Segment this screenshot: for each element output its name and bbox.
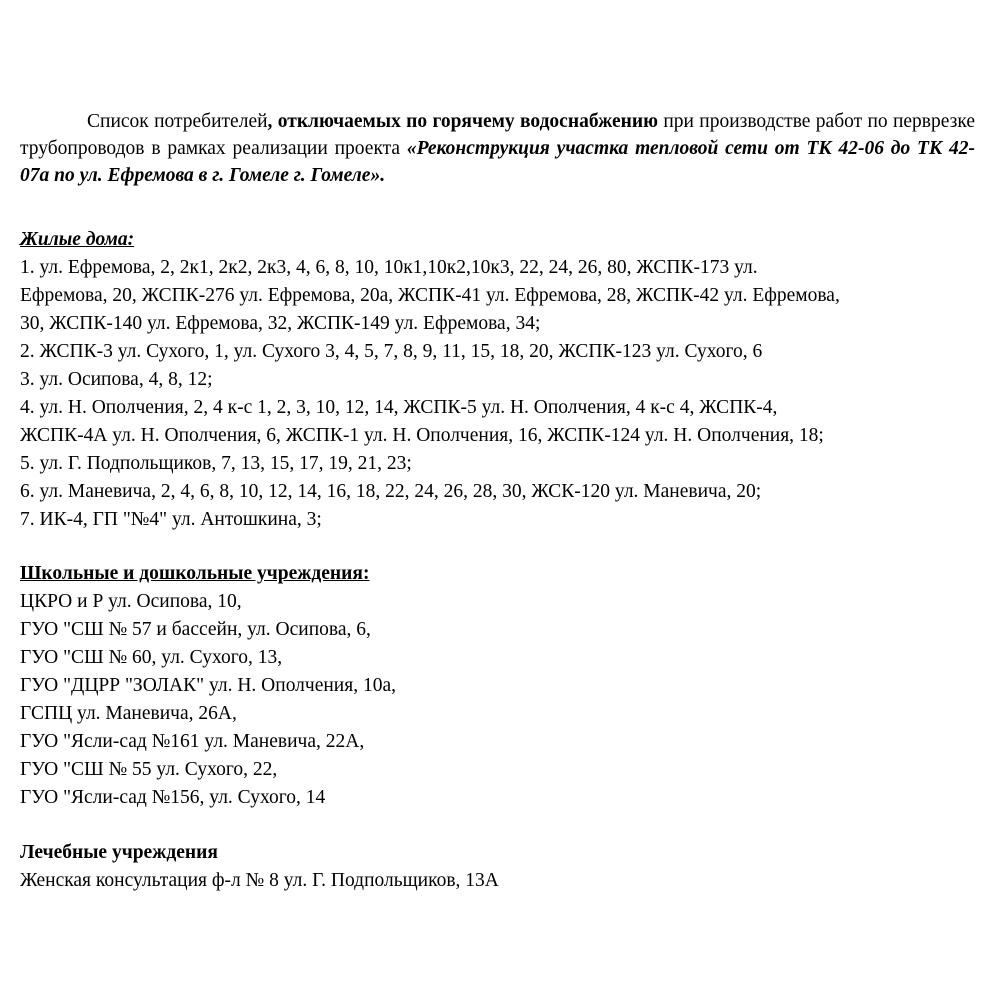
intro-paragraph [20, 108, 975, 189]
school-line: ГУО "СШ № 55 ул. Сухого, 22, [20, 759, 278, 780]
residential-line: Ефремова, 20, ЖСПК-276 ул. Ефремова, 20а, ЖСПК-41 ул. Ефремова, 28, ЖСПК-42 ул. Ефремова, [20, 285, 840, 306]
residential-line: 6. ул. Маневича, 2, 4, 6, 8, 10, 12, 14, 16, 18, 22, 24, 26, 28, 30, ЖСК-120 ул. Маневича, 20; [20, 481, 762, 502]
medical-list [20, 867, 980, 895]
project-title: «Реконструкция участка тепловой сети от ТК 42-06 до ТК 42-07а по ул. Ефремова в г. Гомеле г. Гомеле». [20, 138, 975, 186]
schools-list [20, 588, 980, 812]
intro-text-middle: при производстве работ по перврезке трубопроводов в рамках реализации проекта [20, 111, 976, 159]
school-line: ГУО "Ясли-сад №161 ул. Маневича, 22А, [20, 731, 365, 752]
schools-heading: Школьные и дошкольные учреждения: [20, 563, 370, 584]
school-line: ГУО "ДЦРР "ЗОЛАК" ул. Н. Ополчения, 10а, [20, 675, 396, 696]
residential-line: 5. ул. Г. Подпольщиков, 7, 13, 15, 17, 19, 21, 23; [20, 453, 412, 474]
schools-section [20, 560, 980, 812]
medical-section [20, 839, 980, 895]
school-line: ЦКРО и Р ул. Осипова, 10, [20, 591, 242, 612]
residential-heading: Жилые дома: [20, 229, 135, 250]
residential-line: ЖСПК-4А ул. Н. Ополчения, 6, ЖСПК-1 ул. Н. Ополчения, 16, ЖСПК-124 ул. Н. Ополчения, 18; [20, 425, 824, 446]
school-line: ГУО "Ясли-сад №156, ул. Сухого, 14 [20, 787, 326, 808]
residential-line: 4. ул. Н. Ополчения, 2, 4 к-с 1, 2, 3, 10, 12, 14, ЖСПК-5 ул. Н. Ополчения, 4 к-с 4, ЖСПК-4, [20, 397, 778, 418]
school-line: ГУО "СШ № 60, ул. Сухого, 13, [20, 647, 283, 668]
residential-list [20, 254, 980, 534]
residential-line: 1. ул. Ефремова, 2, 2к1, 2к2, 2к3, 4, 6, 8, 10, 10к1,10к2,10к3, 22, 24, 26, 80, ЖСПК-173 ул. [20, 257, 758, 278]
residential-line: 2. ЖСПК-3 ул. Сухого, 1, ул. Сухого 3, 4, 5, 7, 8, 9, 11, 15, 18, 20, ЖСПК-123 ул. Сухого, 6 [20, 341, 763, 362]
school-line: ГУО "СШ № 57 и бассейн, ул. Осипова, 6, [20, 619, 371, 640]
residential-line: 30, ЖСПК-140 ул. Ефремова, 32, ЖСПК-149 ул. Ефремова, 34; [20, 313, 541, 334]
residential-section [20, 226, 980, 534]
intro-text-start: Список потребителей [87, 111, 268, 132]
school-line: ГСПЦ ул. Маневича, 26А, [20, 703, 237, 724]
intro-bold-phrase: , отключаемых по горячему водоснабжению [267, 111, 658, 132]
residential-line: 7. ИК-4, ГП "№4" ул. Антошкина, 3; [20, 509, 322, 530]
medical-line: Женская консультация ф-л № 8 ул. Г. Подпольщиков, 13А [20, 870, 499, 891]
medical-heading: Лечебные учреждения [20, 842, 218, 863]
residential-line: 3. ул. Осипова, 4, 8, 12; [20, 369, 213, 390]
